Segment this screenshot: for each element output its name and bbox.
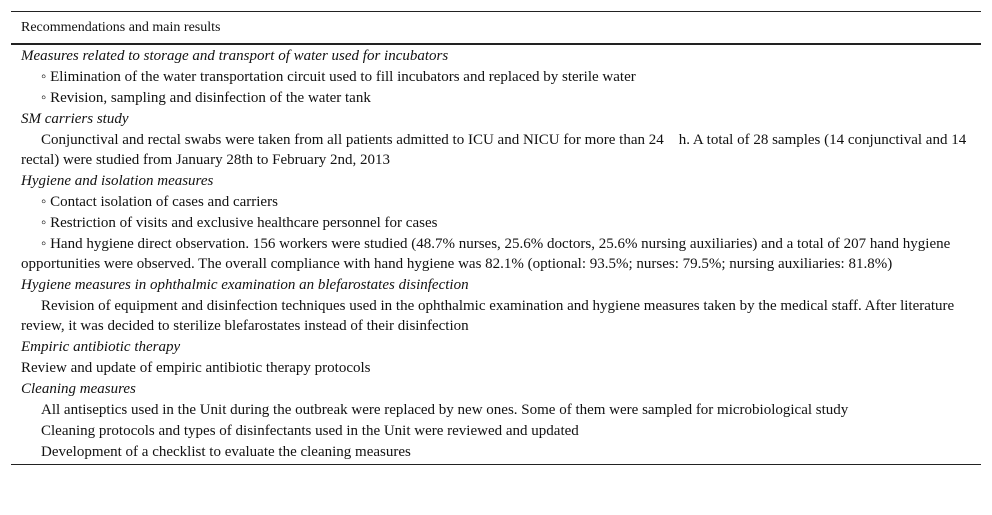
table-row	[11, 295, 981, 336]
bullet-item: ◦ Contact isolation of cases and carriers	[11, 191, 981, 212]
recommendations-table	[11, 11, 981, 465]
bullet-item: ◦ Restriction of visits and exclusive healthcare personnel for cases	[11, 212, 981, 233]
table-row	[11, 441, 981, 465]
table-header: Recommendations and main results	[11, 12, 981, 45]
section-heading: Empiric antibiotic therapy	[21, 339, 181, 355]
result-text: Development of a checklist to evaluate the cleaning measures	[11, 441, 981, 465]
result-text: Cleaning protocols and types of disinfectants used in the Unit were reviewed and updated	[41, 423, 579, 439]
section-heading: SM carriers study	[21, 111, 129, 127]
recommendations-table-container	[11, 11, 981, 465]
table-row	[11, 87, 981, 108]
table-row	[11, 212, 981, 233]
table-row	[11, 336, 981, 357]
table-row	[11, 66, 981, 87]
table-row	[11, 108, 981, 129]
section-heading: Hygiene measures in ophthalmic examination an blefarostates disinfection	[21, 277, 469, 293]
table-row	[11, 233, 981, 274]
table-row	[11, 399, 981, 420]
result-text: All antiseptics used in the Unit during the outbreak were replaced by new ones. Some of them were sampled for microbiological study	[41, 402, 849, 418]
table-row	[11, 170, 981, 191]
table-row	[11, 420, 981, 441]
section-heading: Measures related to storage and transport of water used for incubators	[21, 48, 449, 64]
table-header-row	[11, 12, 981, 45]
section-heading: Cleaning measures	[21, 381, 136, 397]
table-row	[11, 378, 981, 399]
table-row	[11, 274, 981, 295]
table-row	[11, 357, 981, 378]
bullet-item: ◦ Elimination of the water transportation circuit used to fill incubators and replaced by sterile water	[11, 66, 981, 87]
bullet-item: ◦ Revision, sampling and disinfection of the water tank	[11, 87, 981, 108]
table-row	[11, 129, 981, 170]
table-row	[11, 44, 981, 66]
result-text: Revision of equipment and disinfection techniques used in the ophthalmic examination and hygiene measures taken by the medical staff. After literature review, it was decided to sterilize blefarostates instead of their disinfection	[21, 298, 955, 334]
bullet-item: ◦ Hand hygiene direct observation. 156 workers were studied (48.7% nurses, 25.6% doctors, 25.6% nursing auxiliaries) and a total of 207 hand hygiene opportunities were observed. The overall compliance with hand hygiene was 82.1% (optional: 93.5%; nurses: 79.5%; nursing auxiliaries: 81.8%)	[11, 233, 981, 274]
result-text: Conjunctival and rectal swabs were taken from all patients admitted to ICU and NICU for more than 24 h. A total of 28 samples (14 conjunctival and 14 rectal) were studied from January 28th to February 2nd, 2013	[21, 132, 967, 168]
result-text: Review and update of empiric antibiotic therapy protocols	[21, 360, 371, 376]
table-row	[11, 191, 981, 212]
section-heading: Hygiene and isolation measures	[21, 173, 214, 189]
